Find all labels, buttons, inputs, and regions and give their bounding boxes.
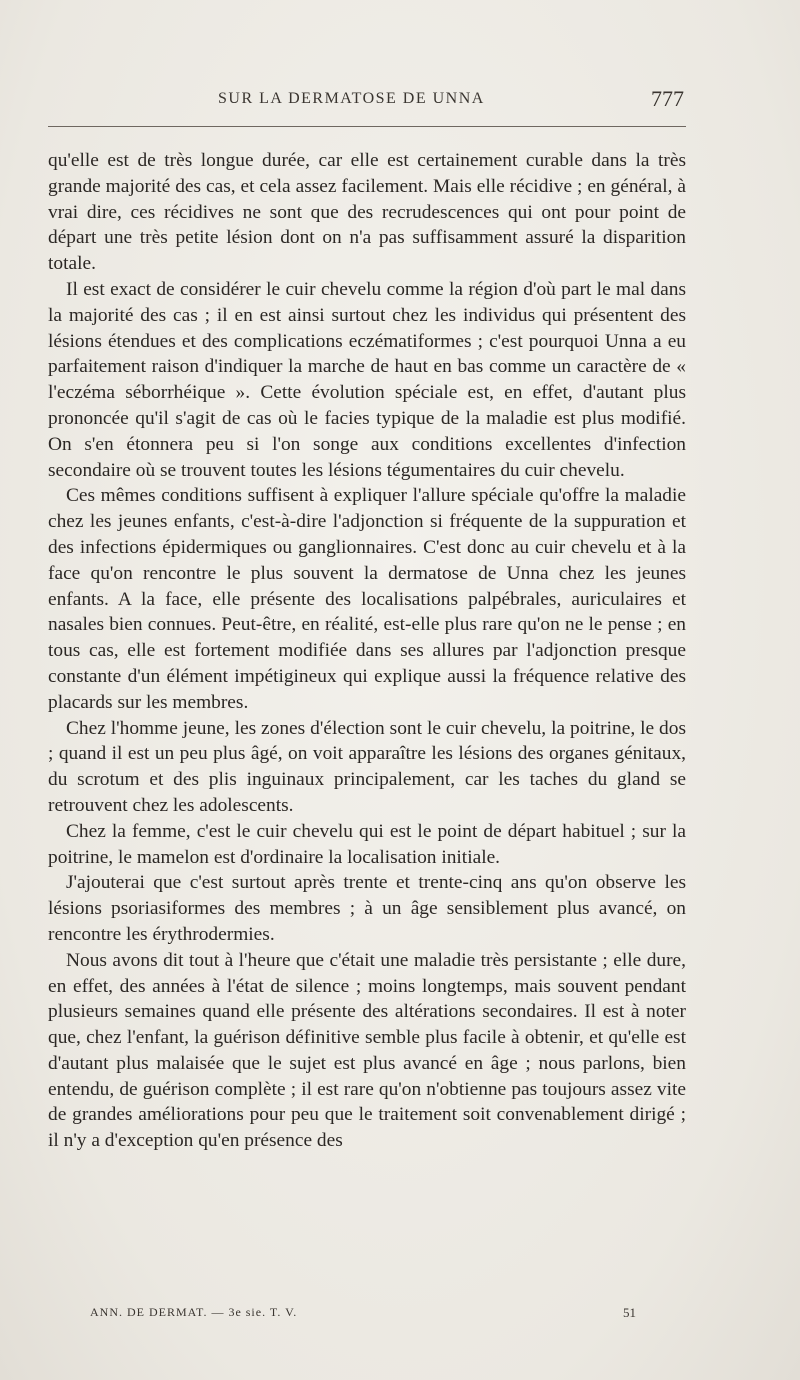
page-number: 777	[651, 86, 684, 111]
running-header	[48, 88, 686, 118]
paragraph: Il est exact de considérer le cuir chevelu comme la région d'où part le mal dans la majorité des cas ; il en est ainsi surtout chez les individus qui présentent des lésions étendues et des complications eczématiformes ; c'est pourquoi Unna a eu parfaitement raison d'indiquer la marche de haut en bas comme un caractère de « l'eczéma séborrhéique ». Cette évolution spéciale est, en effet, d'autant plus prononcée qu'il s'agit de cas où le facies typique de la maladie est plus modifié. On s'en étonnera peu si l'on songe aux conditions excellentes d'infection secondaire où se trouvent toutes les lésions tégumentaires du cuir chevelu.	[48, 278, 686, 481]
footer-signature-mark: 51	[623, 1305, 636, 1320]
header-rule	[48, 126, 686, 127]
running-title: SUR LA DERMATOSE DE UNNA	[218, 90, 485, 107]
paragraph: Chez la femme, c'est le cuir chevelu qui est le point de départ habituel ; sur la poitrine, le mamelon est d'ordinaire la localisation initiale.	[48, 820, 686, 868]
paragraph: J'ajouterai que c'est surtout après trente et trente-cinq ans qu'on observe les lésions psoriasiformes des membres ; à un âge sensiblement plus avancé, on rencontre les érythrodermies.	[48, 872, 686, 945]
footer-journal-reference: ANN. DE DERMAT. — 3e sie. T. V.	[90, 1305, 298, 1319]
paragraph: Ces mêmes conditions suffisent à expliquer l'allure spéciale qu'offre la maladie chez les jeunes enfants, c'est-à-dire l'adjonction si fréquente de la suppuration et des infections épidermiques ou ganglionnaires. C'est donc au cuir chevelu et à la face qu'on rencontre le plus souvent la dermatose de Unna chez les jeunes enfants. A la face, elle présente des localisations palpébrales, auriculaires et nasales bien connues. Peut-être, en réalité, est-elle plus rare qu'on ne le pense ; en tous cas, elle est fortement modifiée dans ses allures par l'adjonction presque constante d'un élément impétigineux qui explique aussi la fréquence relative des placards sur les membres.	[48, 485, 686, 713]
paragraph: Chez l'homme jeune, les zones d'élection sont le cuir chevelu, la poitrine, le dos ; quand il est un peu plus âgé, on voit apparaître les lésions des organes génitaux, du scrotum et des plis inguinaux principalement, car les taches du gland se retrouvent chez les adolescents.	[48, 717, 686, 816]
paragraph: qu'elle est de très longue durée, car elle est certainement curable dans la très grande majorité des cas, et cela assez facilement. Mais elle récidive ; en général, à vrai dire, ces récidives ne sont que des recrudescences qui ont pour point de départ une très petite lésion dont on n'a pas suffisamment assuré la disparition totale.	[48, 150, 686, 275]
body-text	[48, 148, 686, 1154]
page-footer	[48, 1305, 686, 1325]
paragraph: Nous avons dit tout à l'heure que c'était une maladie très persistante ; elle dure, en effet, des années à l'état de silence ; moins longtemps, mais souvent pendant plusieurs semaines quand elle présente des altérations secondaires. Il est à noter que, chez l'enfant, la guérison définitive semble plus facile à obtenir, et qu'elle est d'autant plus malaisée que le sujet est plus avancé en âge ; nous parlons, bien entendu, de guérison complète ; il est rare qu'on n'obtienne pas toujours assez vite de grandes améliorations pour peu que le traitement soit convenablement dirigé ; il n'y a d'exception qu'en présence des	[48, 949, 686, 1152]
